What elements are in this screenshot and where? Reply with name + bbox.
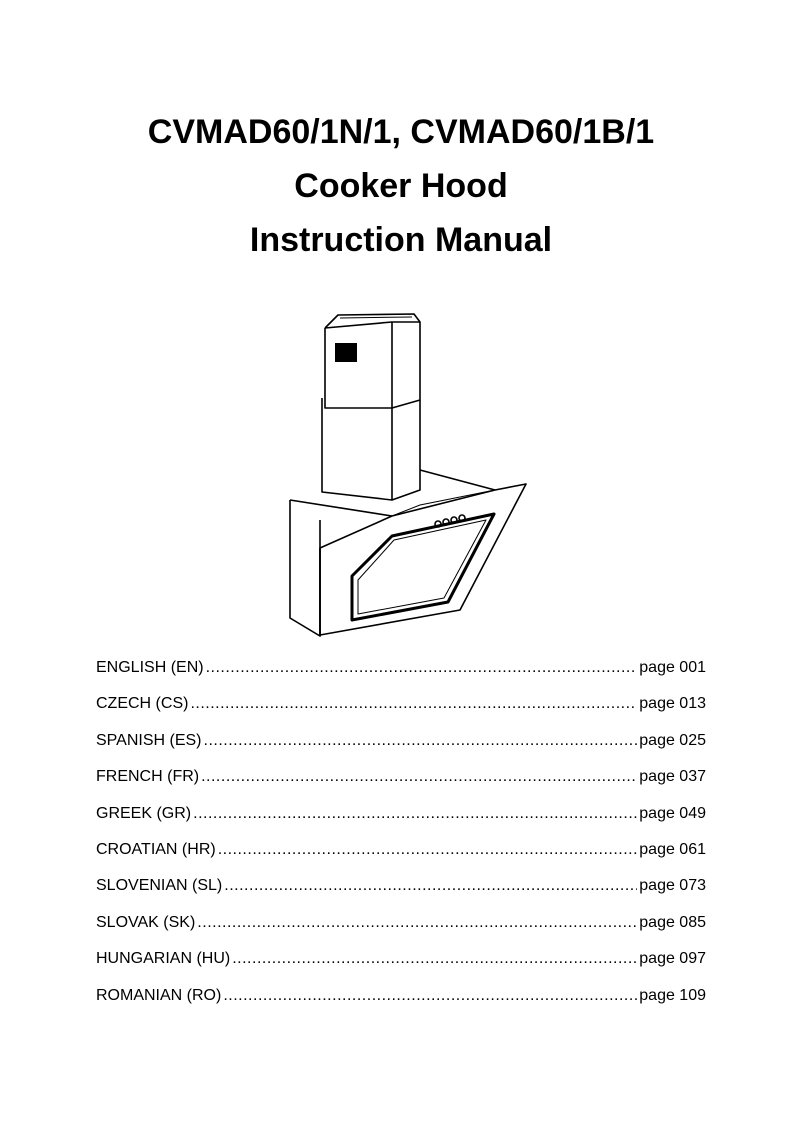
toc-language: FRENCH (FR)	[96, 768, 200, 786]
toc-leader	[204, 731, 638, 751]
title-block	[0, 112, 802, 274]
toc-row	[96, 949, 706, 985]
toc-row	[96, 804, 706, 840]
toc-language: SPANISH (ES)	[96, 731, 202, 749]
toc-leader	[224, 876, 637, 896]
toc-page: page 049	[639, 804, 706, 822]
toc-page: page 109	[639, 986, 706, 1004]
toc-leader	[223, 986, 637, 1006]
model-title: CVMAD60/1N/1, CVMAD60/1B/1	[147, 113, 655, 151]
toc-row	[96, 694, 706, 730]
toc-page: page 013	[639, 695, 706, 713]
toc-leader	[201, 767, 637, 787]
toc-language: CROATIAN (HR)	[96, 840, 216, 858]
toc-language: CZECH (CS)	[96, 695, 189, 713]
toc-language: SLOVENIAN (SL)	[96, 877, 223, 895]
toc-page: page 073	[639, 877, 706, 895]
toc-row	[96, 986, 706, 1022]
toc-language: ENGLISH (EN)	[96, 659, 204, 676]
toc-page: page 097	[639, 950, 706, 968]
toc-leader	[190, 694, 637, 714]
toc-row	[96, 913, 706, 949]
toc-page: page 085	[639, 913, 706, 931]
toc-row	[96, 658, 706, 694]
toc-leader	[218, 840, 638, 860]
toc-leader	[206, 658, 638, 678]
toc-row	[96, 767, 706, 803]
toc-leader	[193, 804, 637, 824]
toc-page: page 061	[639, 840, 706, 858]
toc-language: HUNGARIAN (HU)	[96, 950, 231, 968]
toc-page: page 001	[639, 659, 706, 676]
toc-row	[96, 876, 706, 912]
manual-title: Instruction Manual	[249, 221, 553, 259]
toc-language: SLOVAK (SK)	[96, 913, 196, 931]
toc-page: page 037	[639, 768, 706, 786]
toc-row	[96, 731, 706, 767]
cooker-hood-illustration	[280, 300, 540, 645]
toc-language: ROMANIAN (RO)	[96, 986, 222, 1004]
toc-leader	[232, 949, 637, 969]
toc-row	[96, 840, 706, 876]
toc-leader	[197, 913, 637, 933]
toc-language: GREEK (GR)	[96, 804, 192, 822]
table-of-contents	[96, 658, 706, 1022]
toc-page: page 025	[639, 731, 706, 749]
product-title: Cooker Hood	[294, 167, 508, 205]
